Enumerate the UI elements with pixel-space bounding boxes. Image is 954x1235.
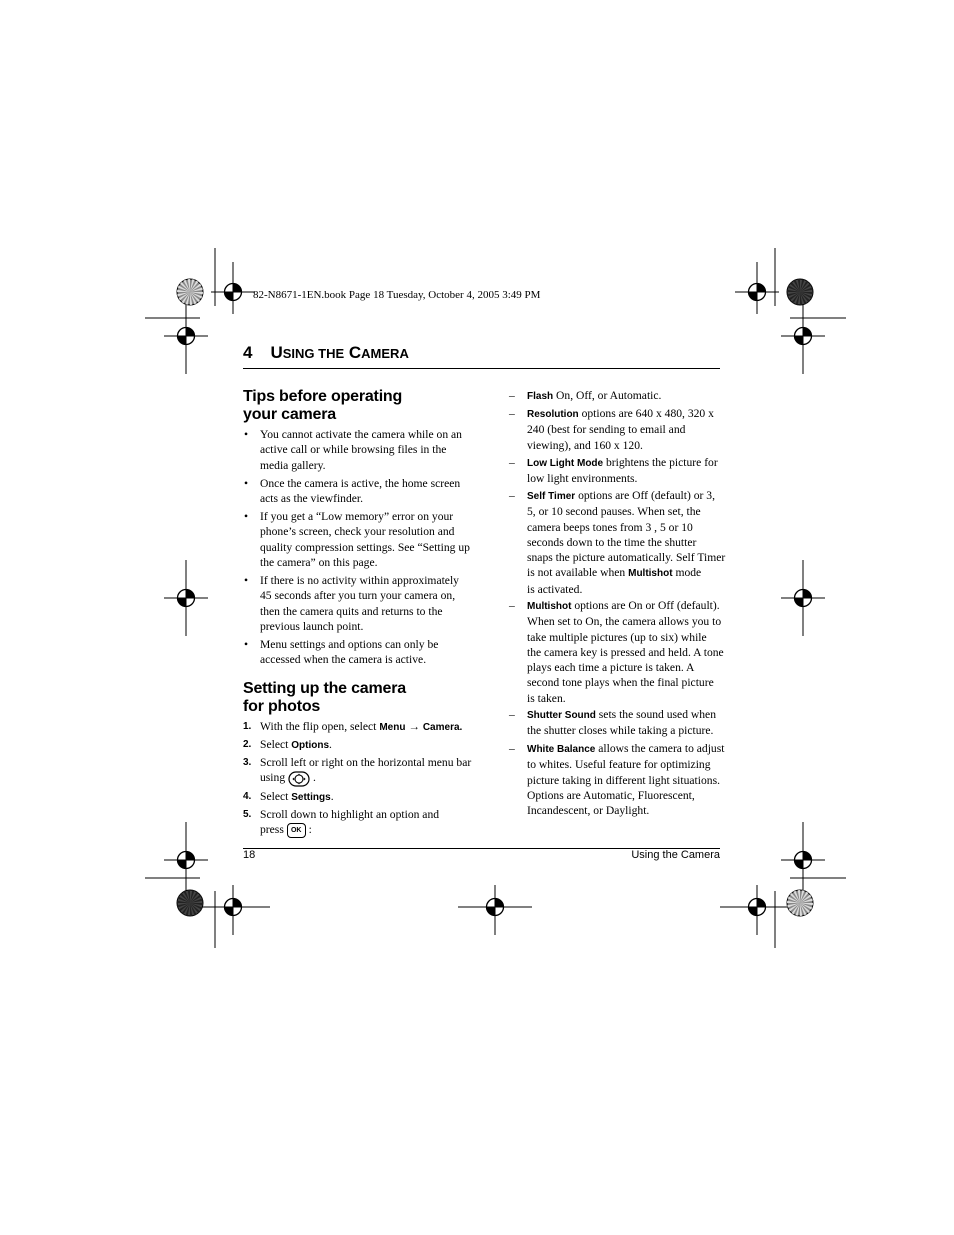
step-number: 3. — [243, 757, 252, 768]
tip-item — [244, 573, 459, 634]
setup-step-3 — [243, 755, 472, 787]
step-text: . — [330, 790, 334, 803]
tip-line: If there is no activity within approximately — [260, 574, 459, 587]
ok-key-icon — [287, 823, 306, 838]
ok-key-label: OK — [290, 827, 302, 835]
tips-heading-line2: your camera — [243, 406, 336, 423]
option-term: Flash — [527, 391, 554, 402]
step-number: 4. — [243, 791, 252, 802]
option-term: Shutter Sound — [527, 710, 596, 721]
option-text: snaps the picture automatically. Self Timer — [527, 551, 726, 565]
footer-section-title: Using the Camera — [631, 849, 720, 861]
options-label: Options — [291, 740, 330, 751]
tip-line: 45 seconds after you turn your camera on, — [260, 589, 456, 603]
tip-line: phone’s screen, check your resolution and — [260, 525, 455, 539]
setup-step-5 — [243, 807, 440, 838]
tip-line: You cannot activate the camera while on an — [260, 428, 462, 441]
option-white-balance — [509, 741, 725, 818]
option-resolution — [509, 406, 714, 453]
option-text: is not available when — [527, 566, 629, 580]
option-text: the shutter closes while taking a picture. — [527, 724, 714, 738]
option-text: brightens the picture for — [603, 456, 718, 469]
step-text: Select — [260, 790, 292, 803]
tip-line: media gallery. — [260, 458, 326, 472]
color-star-target-icon — [177, 890, 203, 916]
option-flash — [509, 388, 662, 404]
tip-line: previous launch point. — [260, 619, 364, 633]
step-text: using — [260, 771, 286, 785]
tips-heading-line1: Tips before operating — [243, 388, 403, 405]
option-text: viewing), and 160 x 120. — [527, 438, 643, 452]
dash: – — [509, 599, 515, 612]
option-text: When set to On, the camera allows you to — [527, 615, 722, 629]
dash: – — [509, 407, 515, 420]
option-term: Self Timer — [527, 491, 576, 502]
dash: – — [509, 742, 515, 755]
dash: – — [509, 456, 515, 469]
option-term: Multishot — [628, 568, 673, 580]
option-low-light — [509, 455, 718, 487]
chapter-title-rest-2: AMERA — [361, 346, 409, 361]
step-text: : — [308, 823, 312, 837]
color-star-target-icon — [787, 279, 813, 305]
step-text: Scroll down to highlight an option and — [260, 808, 440, 821]
step-text: . — [329, 738, 332, 751]
tip-line: active call or while browsing files in the — [260, 443, 447, 457]
step-number: 5. — [243, 809, 252, 820]
option-self-timer — [509, 488, 726, 597]
option-text: 5, or 10 second pauses. When set, the — [527, 505, 701, 519]
tips-heading — [243, 388, 402, 424]
option-text: Options are Automatic, Fluorescent, — [527, 788, 695, 802]
option-text: camera beeps tones from 3 , 5 or 10 — [527, 520, 693, 534]
option-shutter-sound — [509, 707, 717, 739]
option-text: plays each time a picture is taken. A — [527, 661, 695, 675]
option-term: White Balance — [527, 744, 596, 755]
setup-heading-line2: for photos — [243, 698, 321, 715]
step-text: . — [312, 771, 316, 785]
tip-line: Once the camera is active, the home screen — [260, 477, 461, 490]
chapter-title-rest-1: SING THE — [282, 346, 345, 361]
option-text: options are On or Off (default). — [571, 599, 720, 612]
menu-label: Menu — [379, 722, 406, 733]
tip-item — [244, 509, 470, 570]
camera-label: Camera. — [422, 722, 463, 733]
bullet: • — [244, 510, 249, 523]
setup-heading — [243, 680, 406, 716]
dash: – — [509, 708, 515, 721]
setup-step-2 — [243, 737, 332, 753]
option-text: 240 (best for sending to email and — [527, 423, 686, 437]
option-multishot — [509, 598, 724, 706]
tip-item — [244, 427, 462, 473]
option-text: options are Off (default) or 3, — [575, 489, 716, 502]
option-text: mode — [672, 566, 702, 580]
option-text: second tone plays when the final picture — [527, 676, 714, 690]
option-text: take multiple pictures (up to six) while — [527, 630, 707, 644]
bullet: • — [244, 428, 249, 441]
tip-line: accessed when the camera is active. — [260, 653, 427, 667]
step-text: press — [260, 823, 284, 837]
bullet: • — [244, 477, 249, 490]
step-number: 1. — [243, 721, 252, 732]
setup-step-4 — [243, 789, 334, 805]
footer-page-number: 18 — [243, 849, 256, 861]
option-text: allows the camera to adjust — [595, 742, 725, 755]
chapter-rule — [243, 368, 720, 369]
arrow-icon: → — [408, 720, 420, 733]
option-term: Multishot — [527, 601, 572, 612]
color-star-target-icon — [787, 890, 813, 916]
navigation-key-icon — [288, 771, 310, 787]
option-text: the camera key is pressed and held. A tone — [527, 645, 724, 659]
settings-label: Settings — [291, 792, 331, 803]
tip-line: then the camera quits and returns to the — [260, 604, 443, 618]
option-text: sets the sound used when — [595, 708, 717, 721]
step-text: Scroll left or right on the horizontal menu bar — [260, 756, 472, 769]
bullet: • — [244, 638, 249, 651]
print-header: 82-N8671-1EN.book Page 18 Tuesday, October 4, 2005 3:49 PM — [253, 289, 541, 301]
dash: – — [509, 489, 515, 502]
option-term: Low Light Mode — [527, 458, 604, 469]
setup-heading-line1: Setting up the camera — [243, 680, 406, 697]
option-text: is taken. — [527, 691, 566, 705]
step-text: Select — [260, 738, 292, 751]
chapter-title-initial-2: C — [348, 343, 362, 362]
option-text: to whites. Useful feature for optimizing — [527, 758, 711, 772]
option-text: Incandescent, or Daylight. — [527, 804, 650, 818]
tip-line: the camera” on this page. — [260, 555, 378, 569]
tip-item — [244, 476, 461, 507]
step-text: With the flip open, select — [260, 720, 380, 733]
dash: – — [509, 389, 515, 402]
color-star-target-icon — [177, 279, 203, 305]
option-text: picture taking in different light situations. — [527, 773, 720, 787]
step-number: 2. — [243, 739, 252, 750]
option-text: On, Off, or Automatic. — [553, 389, 662, 402]
tip-line: If you get a “Low memory” error on your — [260, 510, 454, 523]
tip-line: acts as the viewfinder. — [260, 492, 364, 506]
option-text: is activated. — [527, 582, 583, 596]
tip-line: quality compression settings. See “Setting up — [260, 540, 470, 554]
tip-line: Menu settings and options can only be — [260, 638, 439, 651]
option-term: Resolution — [527, 409, 579, 420]
option-text: options are 640 x 480, 320 x — [578, 407, 714, 420]
option-text: low light environments. — [527, 472, 638, 486]
chapter-number: 4 — [243, 343, 253, 362]
tip-item — [244, 637, 439, 668]
setup-step-1 — [243, 719, 463, 735]
option-text: seconds down to the time the shutter — [527, 535, 697, 549]
chapter-title-initial-1: U — [270, 343, 283, 362]
chapter-heading — [243, 343, 409, 363]
bullet: • — [244, 574, 249, 587]
